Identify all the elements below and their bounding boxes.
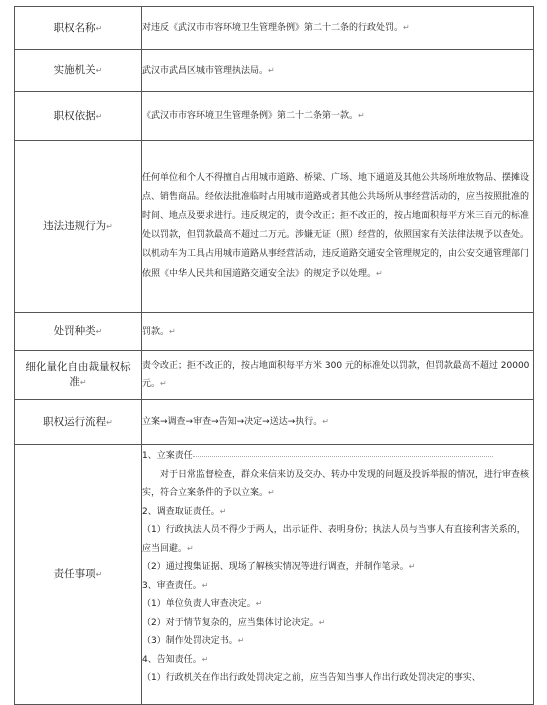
row-violation <box>15 141 534 313</box>
authority-table <box>14 6 534 705</box>
duty-line: （3）制作处罚决定书。↵ <box>142 636 245 646</box>
duty-line: 4、告知责任。↵ <box>142 654 209 665</box>
row-legal-basis <box>15 92 534 141</box>
row-duties <box>15 445 534 705</box>
row-workflow <box>15 400 534 445</box>
duty-line: 3、审查责任。↵ <box>142 580 209 591</box>
row-authority-name <box>15 7 534 50</box>
value-duties <box>142 445 534 705</box>
label-penalty-type: 处罚种类↵ <box>15 313 142 351</box>
row-penalty-type <box>15 313 534 351</box>
label-implementing-agency: 实施机关↵ <box>15 50 142 92</box>
duty-line: （1）行政机关在作出行政处罚决定之前，应当告知当事人作出行政处罚决定的事实、 <box>142 673 481 683</box>
row-implementing-agency <box>15 50 534 92</box>
value-violation: 任何单位和个人不得擅自占用城市道路、桥梁、广场、地下通道及其他公共场所堆放物品、摆摊设点、销售商品。经依法批准临时占用城市道路或者其他公共场所从事经营活动的，应当按照批准的时间、地点及要求进行。违反规定的，责令改正；拒不改正的，按占地面积每平方米三百元的标准处以罚款，但罚款最高不超过二万元。涉嫌无证（照）经营的，依照国家有关法律法规予以查处。以机动车为工具占用城市道路从事经营活动，违反道路交通安全管理规定的，由公安交通管理部门依照《中华人民共和国道路交通安全法》的规定予以处理。↵ <box>142 141 534 313</box>
duty-line: 2、调查取证责任。↵ <box>142 506 227 517</box>
value-legal-basis: 《武汉市市容环境卫生管理条例》第二十二条第一款。↵ <box>142 92 534 141</box>
label-authority-name: 职权名称↵ <box>15 7 142 50</box>
label-discretion-standard: 细化量化自由裁量权标准↵ <box>15 351 142 400</box>
duty-line: 对于日常监督检查，群众来信来访及交办、转办中发现的问题及投诉举报的情况，进行审查核实，符合立案条件的予以立案。↵ <box>142 469 530 498</box>
value-discretion-standard: 责令改正；拒不改正的，按占地面积每平方米 300 元的标准处以罚款，但罚款最高不超过 20000 元。↵ <box>142 351 534 400</box>
row-discretion-standard <box>15 351 534 400</box>
label-legal-basis: 职权依据↵ <box>15 92 142 141</box>
label-duties: 责任事项↵ <box>15 445 142 705</box>
value-implementing-agency: 武汉市武昌区城市管理执法局。↵ <box>142 50 534 92</box>
label-violation: 违法违规行为↵ <box>15 141 142 313</box>
dotted-leader <box>193 455 493 457</box>
value-penalty-type: 罚款。↵ <box>142 313 534 351</box>
value-workflow: 立案→调查→审查→告知→决定→送达→执行。↵ <box>142 400 534 445</box>
duty-line: （1）行政执法人员不得少于两人，出示证件、表明身份；执法人员与当事人有直接利害关系的，应当回避。↵ <box>142 525 526 554</box>
duty-line: （2）通过搜集证据、现场了解核实情况等进行调查，并制作笔录。↵ <box>142 562 416 572</box>
label-workflow: 职权运行流程↵ <box>15 400 142 445</box>
duty-line: （1）单位负责人审查决定。↵ <box>142 599 263 609</box>
duty-line: 1、立案责任 <box>142 447 533 466</box>
duty-line: （2）对于情节复杂的，应当集体讨论决定。↵ <box>142 617 326 628</box>
value-authority-name: 对违反《武汉市市容环境卫生管理条例》第二十二条的行政处罚。↵ <box>142 7 534 50</box>
